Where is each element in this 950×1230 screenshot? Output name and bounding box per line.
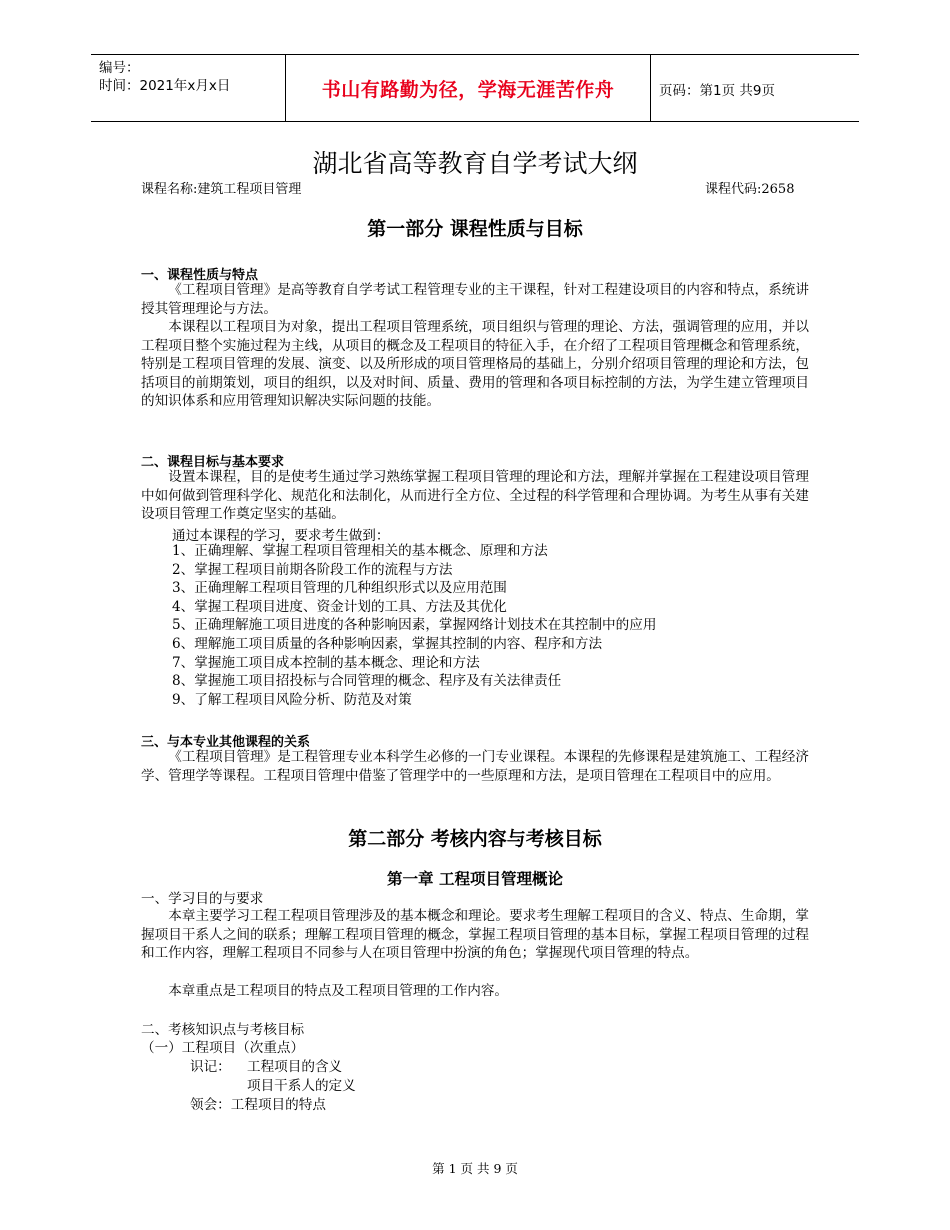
section2-intro: 通过本课程的学习，要求考生做到：: [172, 528, 390, 544]
list-item: 2、掌握工程项目前期各阶段工作的流程与方法: [172, 561, 453, 578]
header-page-label: 页码：第1页 共9页: [659, 83, 775, 99]
chapter1-title: 第一章 工程项目管理概论: [387, 870, 563, 888]
header-motto: 书山有路勤为径，学海无涯苦作舟: [285, 55, 651, 121]
section3-paragraph1: 《工程项目管理》是工程管理专业本科学生必修的一门专业课程。本课程的先修课程是建筑施工、工程经济学、管理学等课程。工程项目管理中借鉴了管理学中的一些原理和方法，是项目管理在工程项目中的应用。: [141, 749, 809, 784]
requirements-list: [172, 542, 656, 709]
recall-item: 项目干系人的定义: [247, 1078, 356, 1094]
time-label: 时间：2021年x月x日: [99, 78, 231, 94]
header-left-cell: [99, 59, 230, 95]
part1-title: 第一部分 课程性质与目标: [367, 218, 583, 240]
section2-heading: 二、课程目标与基本要求: [141, 455, 285, 470]
list-item: 7、掌握施工项目成本控制的基本概念、理论和方法: [172, 654, 480, 671]
understand-item: 领会：工程项目的特点: [190, 1097, 326, 1113]
section1-paragraph2: 本课程以工程项目为对象，提出工程项目管理系统，项目组织与管理的理论、方法，强调管理的应用，并以工程项目整个实施过程为主线，从项目的概念及工程项目的特征入手，在介绍了工程项目管理概念和管理系统，特别是工程项目管理的发展、演变、以及所形成的项目管理格局的基础上，分别介绍项目管理的理论和方法，包括项目的前期策划，项目的组织，以及对时间、质量、费用的管理和各项目标控制的方法，为学生建立管理项目的知识体系和应用管理知识解决实际问题的技能。: [141, 319, 809, 410]
section3-heading: 三、与本专业其他课程的关系: [141, 735, 311, 750]
chapter1-exam-heading: 二、考核知识点与考核目标: [141, 1022, 305, 1038]
list-item: 3、正确理解工程项目管理的几种组织形式以及应用范围: [172, 580, 507, 597]
recall-item: 工程项目的含义: [247, 1059, 343, 1075]
course-code: 课程代码:2658: [705, 182, 795, 197]
page-footer: 第 1 页 共 9 页: [432, 1161, 518, 1176]
part2-title: 第二部分 考核内容与考核目标: [348, 828, 602, 850]
section1-paragraph1: 《工程项目管理》是高等教育自学考试工程管理专业的主干课程，针对工程建设项目的内容和特点，系统讲授其管理理论与方法。: [141, 282, 809, 317]
list-item: 1、正确理解、掌握工程项目管理相关的基本概念、原理和方法: [172, 543, 548, 559]
list-item: 8、掌握施工项目招投标与合同管理的概念、程序及有关法律责任: [172, 673, 562, 690]
list-item: 4、掌握工程项目进度、资金计划的工具、方法及其优化: [172, 598, 507, 615]
list-item: 5、正确理解施工项目进度的各种影响因素，掌握网络计划技术在其控制中的应用: [172, 617, 657, 634]
chapter1-paragraph1: 本章主要学习工程工程项目管理涉及的基本概念和理论。要求考生理解工程项目的含义、特点、生命期，掌握项目干系人之间的联系；理解工程项目管理的概念，掌握工程项目管理的基本目标，掌握工程项目管理的过程和工作内容，理解工程项目不同参与人在项目管理中扮演的角色；掌握现代项目管理的特点。: [141, 908, 809, 962]
chapter1-goal-heading: 一、学习目的与要求: [141, 891, 264, 907]
document-title: 湖北省高等教育自学考试大纲: [312, 149, 638, 178]
course-name: 课程名称:建筑工程项目管理: [141, 182, 302, 197]
list-item: 9、了解工程项目风险分析、防范及对策: [172, 691, 412, 708]
subsection1-title: （一）工程项目（次重点）: [141, 1040, 305, 1056]
list-item: 6、理解施工项目质量的各种影响因素，掌握其控制的内容、程序和方法: [172, 635, 603, 652]
section2-paragraph1: 设置本课程，目的是使考生通过学习熟练掌握工程项目管理的理论和方法，理解并掌握在工程建设项目管理中如何做到管理科学化、规范化和法制化，从而进行全方位、全过程的科学管理和合理协调。为考生从事有关建设项目管理工作奠定坚实的基础。: [141, 469, 809, 523]
recall-label: 识记：: [190, 1059, 231, 1075]
section1-heading: 一、课程性质与特点: [141, 268, 259, 283]
number-label: 编号：: [99, 60, 140, 76]
chapter1-paragraph2: 本章重点是工程项目的特点及工程项目管理的工作内容。: [168, 983, 509, 999]
page-header: [91, 54, 859, 122]
